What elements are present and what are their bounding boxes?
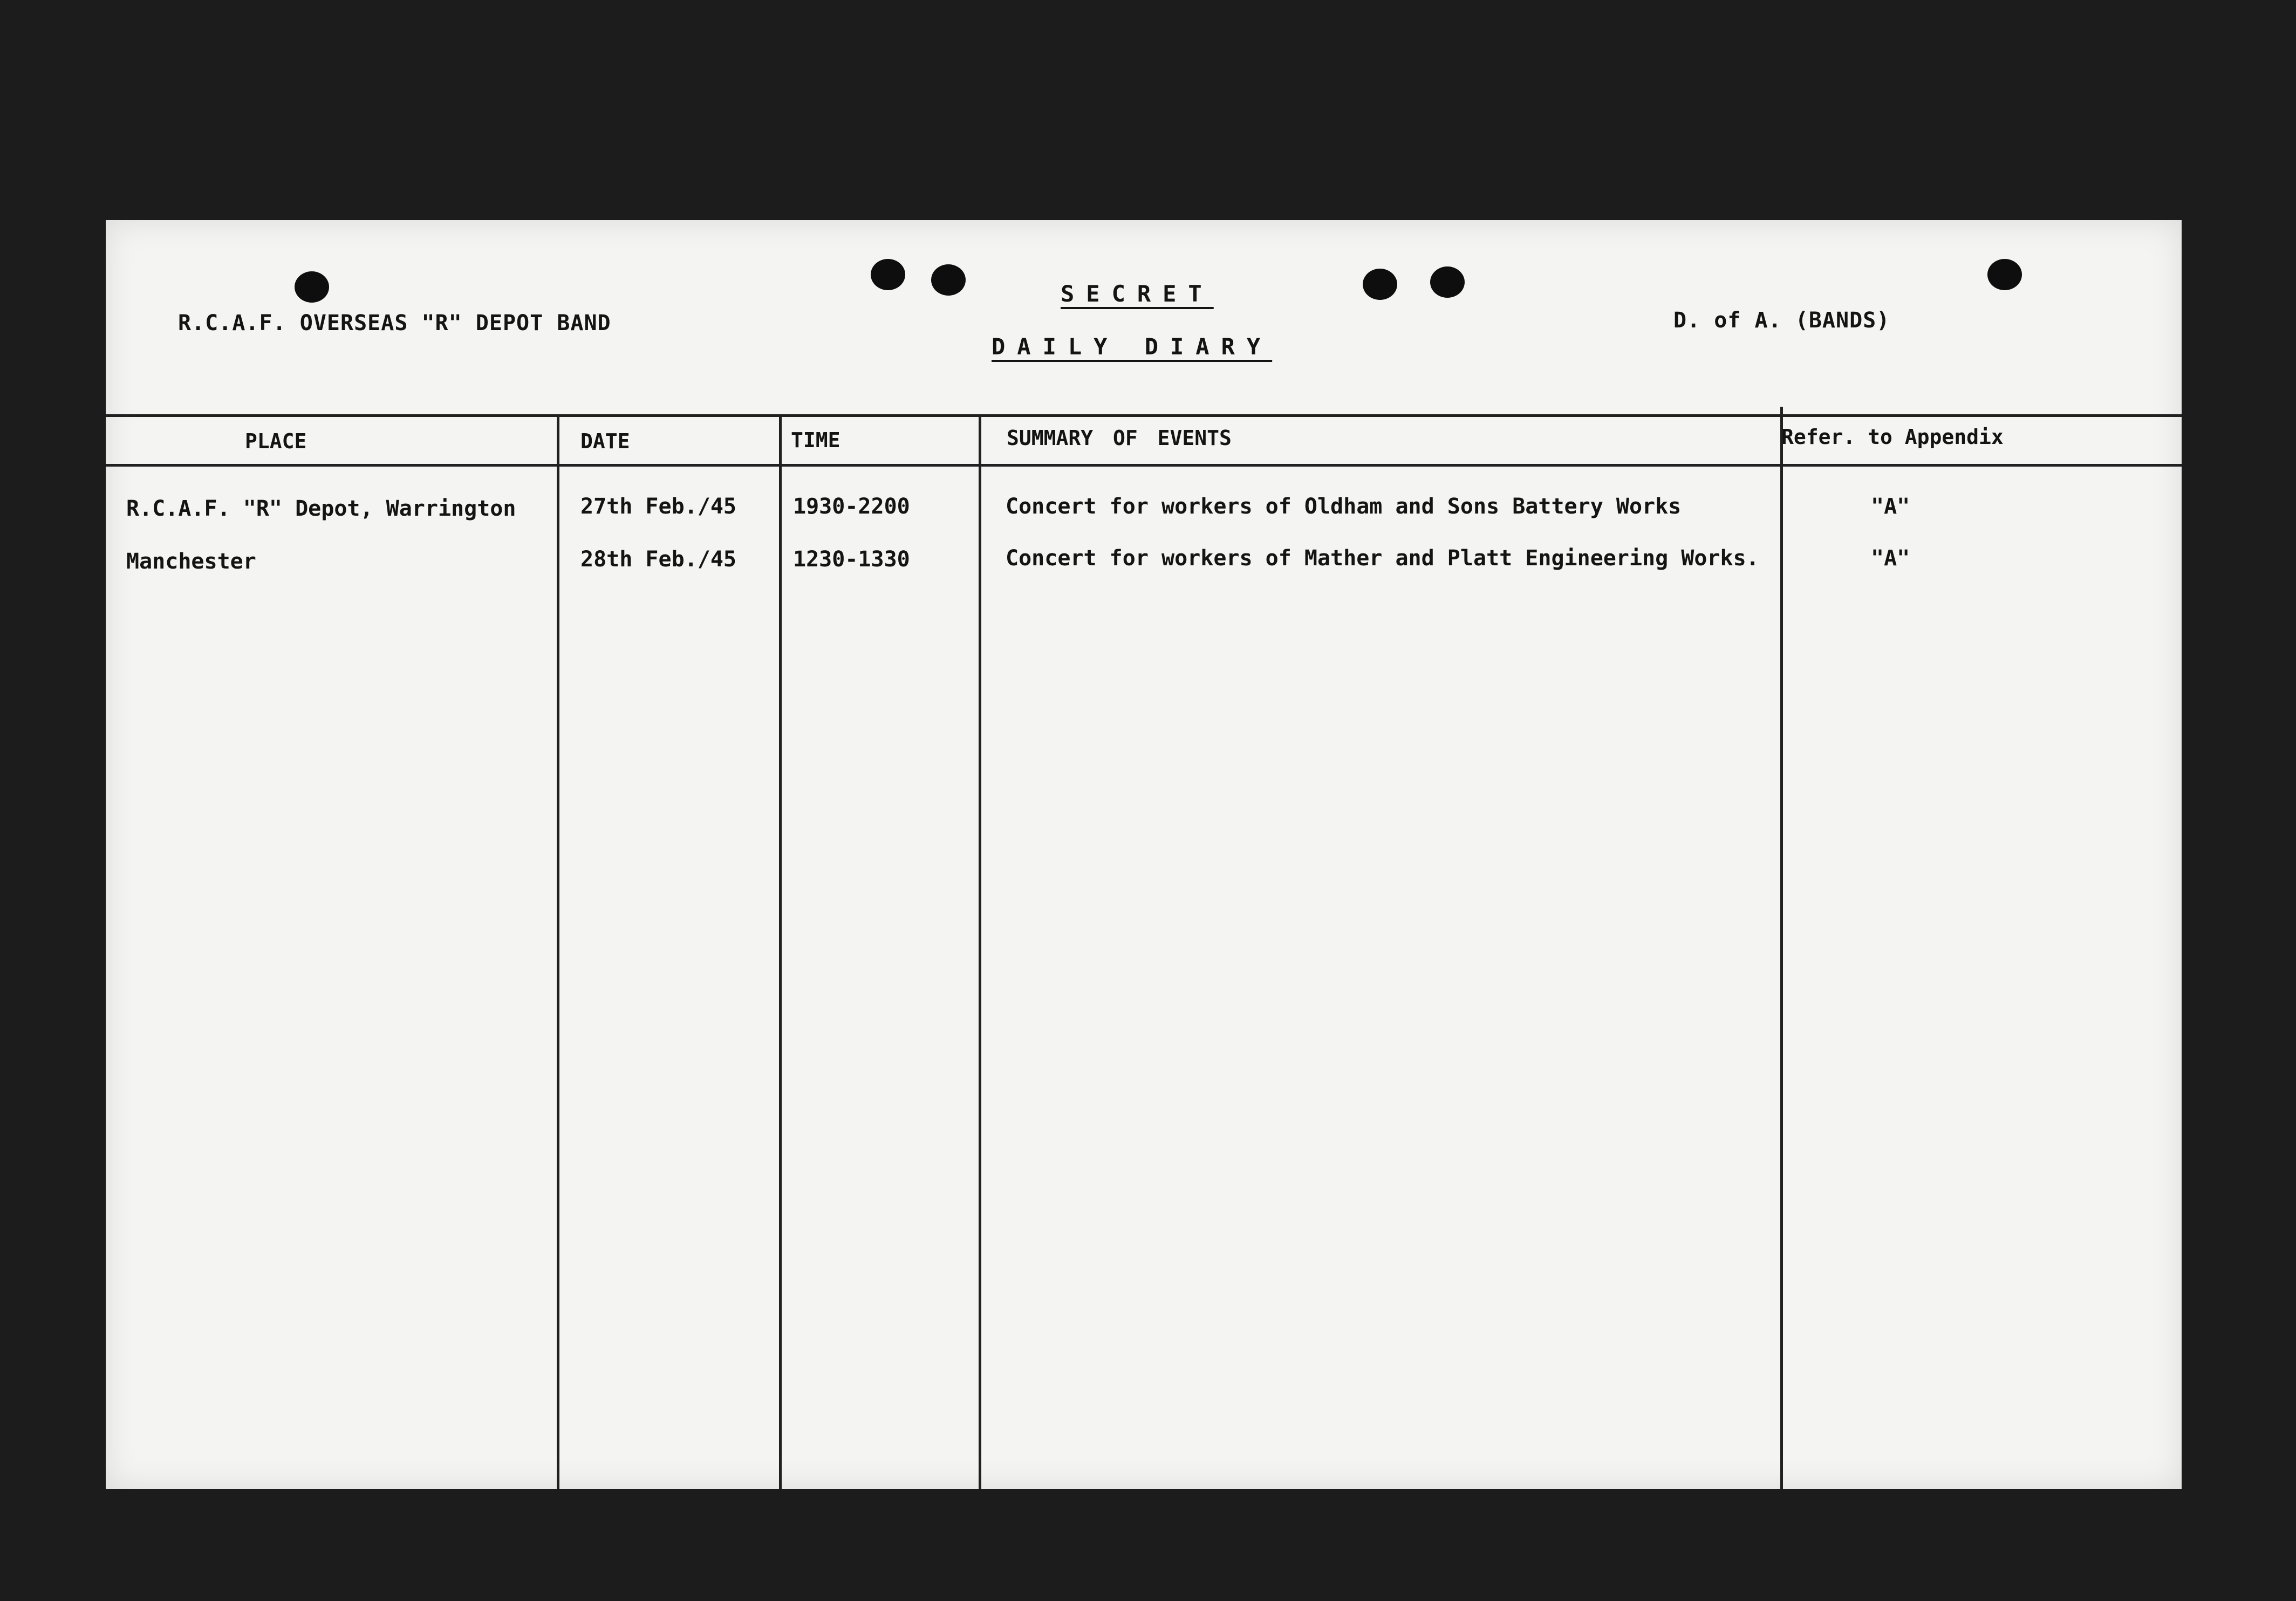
- punch-hole: [871, 259, 905, 290]
- authority-label: D. of A. (BANDS): [1673, 308, 1890, 333]
- classification-heading: SECRET: [1061, 280, 1214, 307]
- row-time: 1230-1330: [793, 547, 910, 572]
- punch-hole: [1987, 259, 2022, 290]
- column-divider: [779, 415, 782, 1489]
- column-header-summary: SUMMARY OF EVENTS: [1007, 426, 1232, 450]
- diary-title: DAILY DIARY: [992, 333, 1273, 360]
- punch-hole: [931, 264, 966, 296]
- row-date: 27th Feb./45: [580, 494, 736, 519]
- column-divider: [979, 415, 981, 1489]
- punch-hole: [295, 271, 329, 303]
- column-header-place: PLACE: [245, 429, 307, 453]
- column-header-appendix: Refer. to Appendix: [1781, 425, 2004, 449]
- row-place: Manchester: [126, 549, 256, 574]
- faded-stamp-watermark: [1523, 827, 1979, 1371]
- row-date: 28th Feb./45: [580, 547, 736, 572]
- table-top-rule: [106, 414, 2182, 417]
- row-place: R.C.A.F. "R" Depot, Warrington: [126, 496, 516, 521]
- row-summary: Concert for workers of Oldham and Sons Battery Works: [1006, 494, 1682, 519]
- column-divider: [557, 415, 559, 1489]
- row-summary: Concert for workers of Mather and Platt Engineering Works.: [1006, 546, 1759, 571]
- row-time: 1930-2200: [793, 494, 910, 519]
- punch-hole: [1363, 269, 1397, 300]
- row-appendix: "A": [1871, 494, 1910, 519]
- column-header-date: DATE: [580, 429, 630, 453]
- row-appendix: "A": [1871, 546, 1910, 571]
- column-header-time: TIME: [791, 428, 840, 452]
- unit-name: R.C.A.F. OVERSEAS "R" DEPOT BAND: [178, 311, 611, 336]
- punch-hole: [1430, 266, 1465, 298]
- diary-sheet: [106, 220, 2182, 1489]
- header-bottom-rule: [106, 464, 2182, 467]
